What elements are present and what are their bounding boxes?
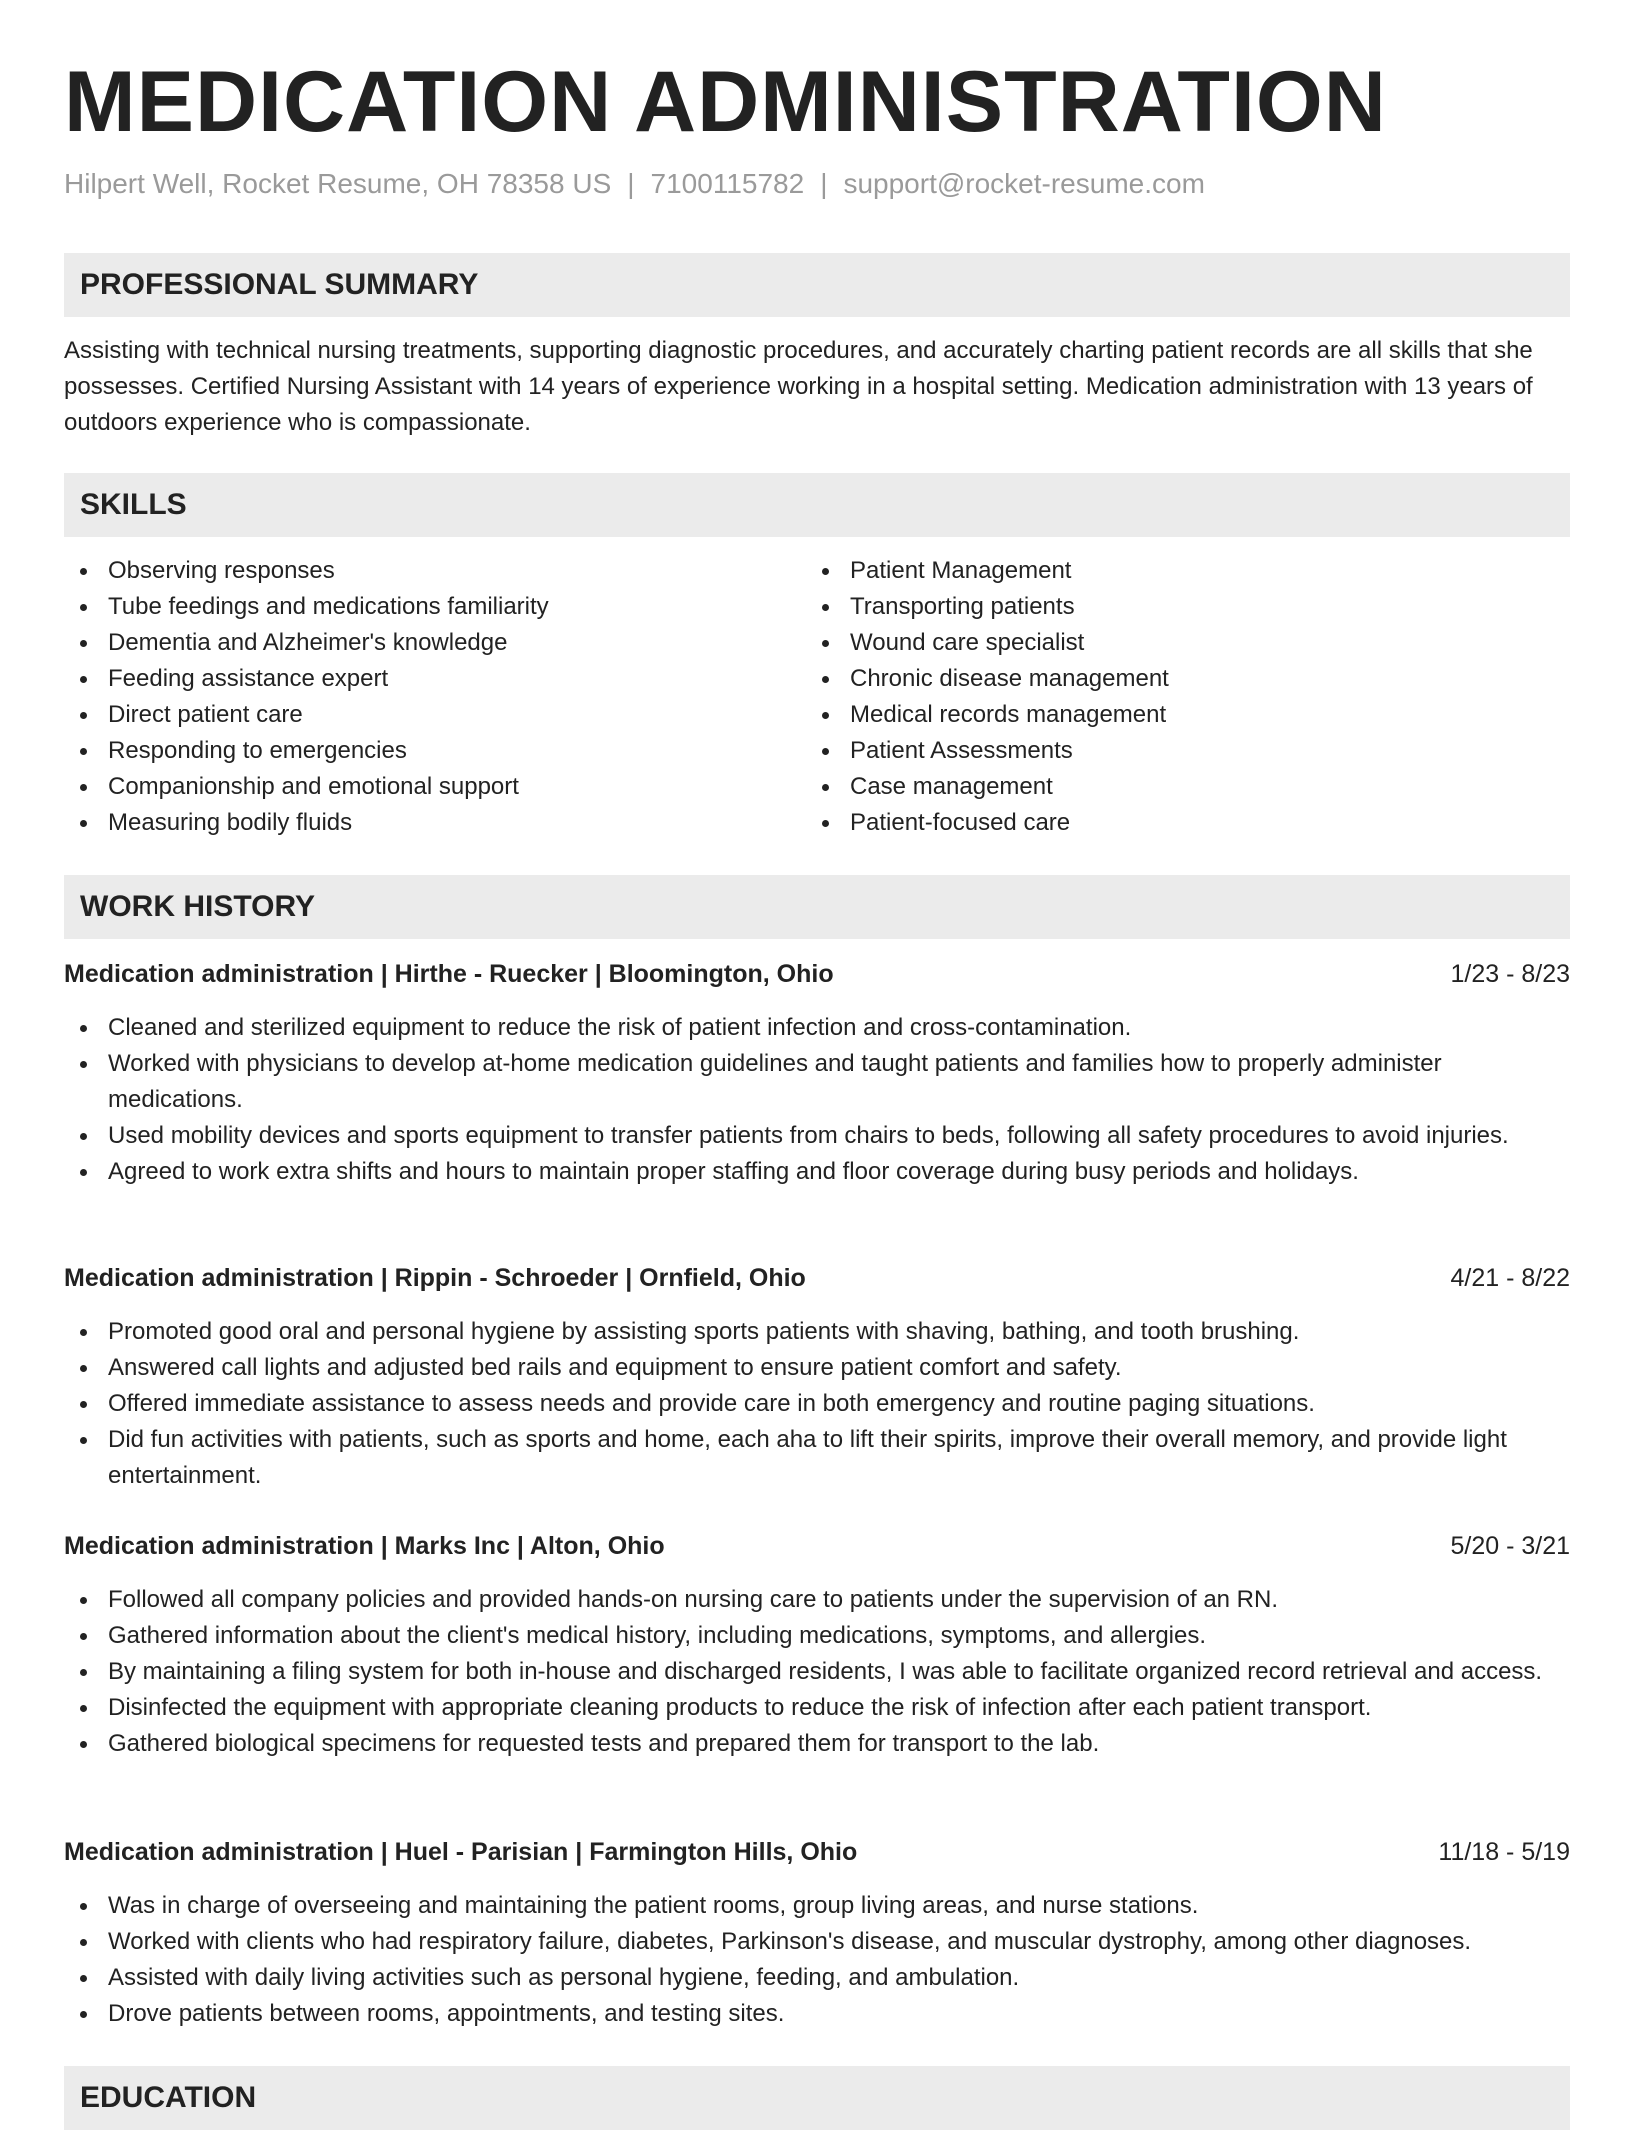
skill-item: Companionship and emotional support (64, 769, 784, 805)
job-entry (64, 1528, 1570, 1762)
job-bullet: Promoted good oral and personal hygiene by assisting sports patients with shaving, bathing, and tooth brushing. (64, 1314, 1570, 1350)
job-entry (64, 1834, 1570, 2032)
section-heading-work-history: WORK HISTORY (64, 875, 1570, 939)
skill-item: Patient Assessments (806, 733, 1566, 769)
skill-item: Transporting patients (806, 589, 1566, 625)
contact-separator: | (820, 168, 828, 199)
skills-list-left (64, 553, 784, 841)
contact-email[interactable]: support@rocket-resume.com (843, 168, 1205, 199)
skill-item: Dementia and Alzheimer's knowledge (64, 625, 784, 661)
job-bullet: Disinfected the equipment with appropriate cleaning products to reduce the risk of infection after each patient transport. (64, 1690, 1570, 1726)
job-bullet: Drove patients between rooms, appointments, and testing sites. (64, 1996, 1570, 2032)
job-dates: 5/20 - 3/21 (1450, 1532, 1570, 1560)
skill-item: Tube feedings and medications familiarity (64, 589, 784, 625)
job-title: Medication administration | Rippin - Schroeder | Ornfield, Ohio (64, 1264, 806, 1292)
contact-phone: 7100115782 (650, 168, 805, 199)
job-dates: 1/23 - 8/23 (1450, 960, 1570, 988)
section-heading-skills: SKILLS (64, 473, 1570, 537)
skill-item: Observing responses (64, 553, 784, 589)
job-bullet: Cleaned and sterilized equipment to reduce the risk of patient infection and cross-contamination. (64, 1010, 1570, 1046)
job-bullet: Assisted with daily living activities such as personal hygiene, feeding, and ambulation. (64, 1960, 1570, 1996)
skill-item: Feeding assistance expert (64, 661, 784, 697)
job-bullets (64, 1010, 1570, 1190)
job-header (64, 1528, 1570, 1564)
job-bullet: Gathered biological specimens for requested tests and prepared them for transport to the lab. (64, 1726, 1570, 1762)
job-header (64, 1260, 1570, 1296)
job-bullet: Agreed to work extra shifts and hours to maintain proper staffing and floor coverage during busy periods and holidays. (64, 1154, 1570, 1190)
job-bullets (64, 1314, 1570, 1494)
job-title: Medication administration | Huel - Parisian | Farmington Hills, Ohio (64, 1838, 858, 1866)
skill-item: Measuring bodily fluids (64, 805, 784, 841)
skill-item: Medical records management (806, 697, 1566, 733)
job-bullet: By maintaining a filing system for both in-house and discharged residents, I was able to facilitate organized record retrieval and access. (64, 1654, 1570, 1690)
contact-line (64, 164, 1205, 204)
skill-item: Wound care specialist (806, 625, 1566, 661)
job-bullet: Worked with physicians to develop at-home medication guidelines and taught patients and families how to properly administer medications. (64, 1046, 1570, 1118)
contact-separator: | (627, 168, 635, 199)
contact-address: Hilpert Well, Rocket Resume, OH 78358 US (64, 168, 612, 199)
section-heading-education: EDUCATION (64, 2066, 1570, 2130)
job-entry (64, 956, 1570, 1190)
job-header (64, 956, 1570, 992)
job-bullet: Worked with clients who had respiratory failure, diabetes, Parkinson's disease, and muscular dystrophy, among other diagnoses. (64, 1924, 1570, 1960)
job-header (64, 1834, 1570, 1870)
job-bullets (64, 1888, 1570, 2032)
job-dates: 4/21 - 8/22 (1450, 1264, 1570, 1292)
job-bullet: Gathered information about the client's medical history, including medications, symptoms, and allergies. (64, 1618, 1570, 1654)
skill-item: Case management (806, 769, 1566, 805)
job-bullets (64, 1582, 1570, 1762)
job-title: Medication administration | Hirthe - Ruecker | Bloomington, Ohio (64, 960, 834, 988)
skill-item: Patient-focused care (806, 805, 1566, 841)
skill-item: Patient Management (806, 553, 1566, 589)
skill-item: Responding to emergencies (64, 733, 784, 769)
resume-name: MEDICATION ADMINISTRATION (64, 54, 1387, 150)
job-bullet: Followed all company policies and provided hands-on nursing care to patients under the supervision of an RN. (64, 1582, 1570, 1618)
section-heading-summary: PROFESSIONAL SUMMARY (64, 253, 1570, 317)
job-bullet: Did fun activities with patients, such as sports and home, each aha to lift their spirits, improve their overall memory, and provide light entertainment. (64, 1422, 1570, 1494)
summary-text: Assisting with technical nursing treatments, supporting diagnostic procedures, and accurately charting patient records are all skills that she possesses. Certified Nursing Assistant with 14 years of experience working in a hospital setting. Medication administration with 13 years of outdoors experience who is compassionate. (64, 337, 1533, 436)
job-title: Medication administration | Marks Inc | Alton, Ohio (64, 1532, 665, 1560)
job-dates: 11/18 - 5/19 (1438, 1838, 1570, 1866)
skills-list-right (806, 553, 1566, 841)
skill-item: Direct patient care (64, 697, 784, 733)
job-bullet: Answered call lights and adjusted bed rails and equipment to ensure patient comfort and safety. (64, 1350, 1570, 1386)
job-entry (64, 1260, 1570, 1494)
job-bullet: Was in charge of overseeing and maintaining the patient rooms, group living areas, and nurse stations. (64, 1888, 1570, 1924)
job-bullet: Used mobility devices and sports equipment to transfer patients from chairs to beds, following all safety procedures to avoid injuries. (64, 1118, 1570, 1154)
skill-item: Chronic disease management (806, 661, 1566, 697)
job-bullet: Offered immediate assistance to assess needs and provide care in both emergency and routine paging situations. (64, 1386, 1570, 1422)
